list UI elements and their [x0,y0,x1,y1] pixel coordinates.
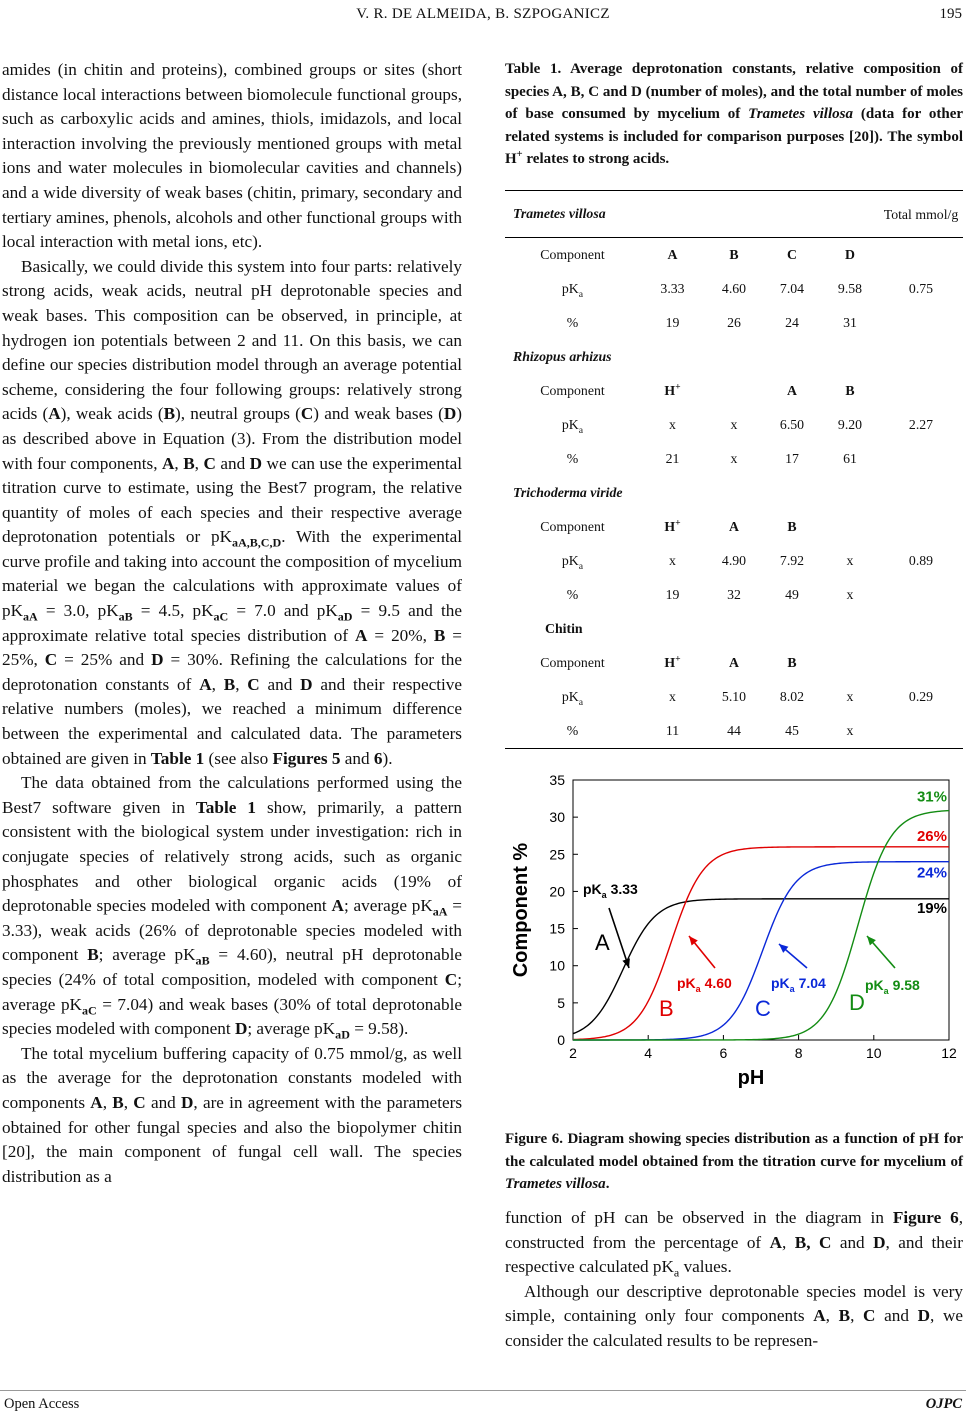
pka-cell: 9.58 [837,281,863,296]
y-tick-label: 30 [549,809,565,826]
y-tick-label: 15 [549,920,565,937]
row-label: Component [540,519,605,534]
component-cell: B [787,655,797,670]
figure-caption: Figure 6. Diagram showing species distribution as a function of pH for the calculated model obtained from the titration curve for mycelium of Trametes villosa. [505,1131,963,1192]
pct-cell: 61 [843,451,857,466]
pct-cell: 19 [665,587,680,602]
series-letter-d: D [849,990,865,1015]
table-caption: Table 1. Average deprotonation constants, relative composition of species A, B, C and D (number of moles), and the total number of moles of base consumed by mycelium of Trametes villosa (data for other related systems is included for comparison purposes [20]). The symbol H+ relates to strong acids. [505,61,964,167]
empty-cell [879,306,963,340]
table-row [505,374,963,408]
x-tick-label: 4 [644,1045,653,1061]
pka-cell: x [846,553,854,568]
y-tick-label: 35 [549,772,565,788]
group-name: Rhizopus arhizus [513,349,612,364]
empty-cell [879,442,963,476]
pct-cell: 17 [785,451,799,466]
component-cell: A [787,383,797,398]
empty-cell [879,238,963,273]
x-tick-label: 8 [794,1045,803,1061]
table-group-row [505,612,963,646]
x-tick-label: 10 [866,1045,882,1061]
total-cell: 0.89 [908,553,934,568]
empty-cell [879,646,963,680]
end-label-b: 26% [916,827,947,845]
pka-annotation-d: $pK_a$ 9.58 [865,977,920,996]
row-label: Component [540,247,605,262]
table-row [505,408,963,442]
pka-cell: 5.10 [721,689,747,704]
pka-cell: 3.33 [660,281,685,296]
pka-cell: x [730,417,738,432]
pka-cell: 9.20 [837,417,863,432]
paragraph-1: amides (in chitin and proteins), combined groups or sites (short distance local interactions between biomolecule functional groups, such as carboxylic acids and amines, thiols, imidazols, and local interaction involving the previously mentioned groups with metal ions and water molecules in biomolecular cavities and channels) and a wide diversity of weak bases (chitin, primary, secondary and tertiary amines, phenols, alcohols and other functional groups with local interaction with metal ions, etc). [2,60,462,252]
pct-cell: x [821,714,879,749]
pct-cell: x [846,587,854,602]
pka-cell: 7.04 [779,281,805,296]
pka-cell: 8.02 [779,689,805,704]
left-column [2,58,462,1189]
pct-cell: 49 [785,587,799,602]
table-row [505,578,963,612]
end-label-d: 31% [916,788,947,806]
pka-annotation-c: $pK_a$ 7.04 [771,975,826,994]
row-label: Component [540,655,605,670]
pct-cell: 19 [665,315,680,330]
end-label-c: 24% [916,864,947,882]
component-cell [821,646,879,680]
pka-cell: x [669,689,676,704]
empty-cell [879,578,963,612]
row-label: % [566,587,579,602]
paragraph-5: function of pH can be observed in the diagram in Figure 6, constructed from the percentage of A, B, C and D, and their respective calculated $pK_a$ values. [505,1208,963,1280]
table-row [505,714,963,749]
row-label: % [566,315,579,330]
component-cell [705,374,763,408]
x-axis-label: pH [737,1067,765,1089]
row-label: $pK_a$ [561,417,584,436]
component-cell: D [845,247,855,262]
table-row [505,442,963,476]
pka-cell: 6.50 [779,417,805,432]
group-name: Trichoderma viride [513,485,623,500]
table-row [505,510,963,544]
series-letter-c: C [755,996,771,1021]
pka-cell: 7.92 [779,553,805,568]
page-number: 195 [939,6,962,22]
table-row [505,680,963,714]
component-cell: C [787,247,797,262]
footer-rule [0,1390,966,1391]
pka-cell: x [669,553,676,568]
footer-open-access: Open Access [4,1396,80,1412]
pct-cell: 45 [763,714,821,749]
pka-cell: x [846,689,854,704]
pka-cell: x [669,417,676,432]
component-cell [821,510,879,544]
pka-annotation-b: $pK_a$ 4.60 [677,975,732,994]
species-distribution-chart [507,768,963,1120]
table-group-row [505,476,963,510]
pka-cell: 4.60 [721,281,747,296]
pka-annotation-a: $pK_a$ 3.33 [583,881,638,900]
paragraph-3: The data obtained from the calculations performed using the Best7 software given in Table 1 show, primarily, a pattern consistent with the biological system under investigation: rich in conjugate species of relatively strong acids, such as organic phosphates and other biological organic acids (19% of deprotonable species modeled with component A; average $pK_{aA} = 3.33$), weak acids (26% of deprotonable species modeled with component B; average $pK_{aB} = 4.60$), neutral pH deprotonable species (24% of total composition, modeled with component C; average $pK_{aC} = 7.04$) and weak bases (30% of total deprotonable species modeled with component D; average $pK_{aD} = 9.58$). [2,773,463,1042]
y-axis-label: Component % [510,842,532,978]
x-tick-label: 6 [719,1045,728,1061]
right-column-text [505,1206,963,1354]
table-group-row [505,340,963,374]
x-tick-label: 2 [569,1045,577,1061]
component-cell: A [729,519,739,534]
y-tick-label: 25 [549,846,565,863]
table-1 [505,190,963,749]
row-label: % [505,714,640,749]
pct-cell: x [730,451,738,466]
row-label: $pK_a$ [561,553,584,572]
page-header [0,6,966,28]
empty-cell [879,374,963,408]
component-cell: A [729,655,739,670]
pct-cell: 31 [843,315,857,330]
component-cell: A [667,247,678,262]
row-label: $pK_a$ [561,689,584,708]
component-cell: B [729,247,739,262]
table-row [505,238,963,273]
x-tick-label: 12 [941,1045,957,1061]
component-cell: H+ [664,653,681,670]
paragraph-4: The total mycelium buffering capacity of 0.75 mmol/g, as well as the average for the deprotonation constants modeled with components A, B, C and D, are in agreement with the parameters obtained for other fungal species and also the biopolymer chitin [20], the main component of fungal cell wall. The species distribution as a [2,1043,463,1186]
component-cell: H+ [664,517,681,534]
pct-cell: 21 [665,451,680,466]
arrow-head-a [622,958,630,968]
y-tick-label: 5 [557,994,565,1011]
pct-cell: 26 [727,315,741,330]
pct-cell: 11 [640,714,705,749]
total-cell: 0.75 [908,281,934,296]
figure-6-chart [507,768,963,1120]
paragraph-6: Although our descriptive deprotonable species model is very simple, containing only four components A, B, C and D, we consider the calculated results to be represen- [505,1281,963,1350]
pct-cell: 24 [785,315,799,330]
series-letter-a: A [595,930,610,955]
empty-cell [879,510,963,544]
row-label: % [566,451,579,466]
component-cell: H+ [664,381,681,398]
table-row [505,272,963,306]
pct-cell: 44 [705,714,763,749]
running-title: V. R. DE ALMEIDA, B. SZPOGANICZ [356,6,610,22]
table-row [505,544,963,578]
end-label-a: 19% [916,899,947,917]
table-group-row [505,191,963,238]
group-name: Chitin [545,621,583,636]
pka-cell: 4.90 [721,553,747,568]
row-label: Component [540,383,605,398]
total-header: Total mmol/g [879,191,963,238]
empty-cell [879,714,963,749]
paragraph-2: Basically, we could divide this system into four parts: relatively strong acids, weak acids, neutral pH deprotonable species and weak bases. This composition can be observed, in principle, at hydrogen ion potentials between 2 and 11. On this basis, we can define our species distribution model through an average potential scheme, considering the four following groups: relatively strong acids (A), weak acids (B), neutral groups (C) and weak bases (D) as described above in Equation (3). From the distribution model with four components, A, B, C and D we can use the experimental titration curve to estimate, using the Best7 program, the relative quantity of moles of each species and their respective average deprotonation potentials or $pK_{aA,B,C,D}$. With the experimental curve profile and taking into account the composition of mycelium material we began the calculations with approximate values of $pK_{aA} = 3.0$, $pK_{aB} = 4.5$, $pK_{aC} = 7.0$ and $pK_{aD} = 9.5$ and the approximate relative total species distribution of A = 20%, B = 25%, C = 25% and D = 30%. Refining the calculations for the deprotonation constants of A, B, C and D and their respective relative numbers (moles), we reached a minimum difference between the experimental and calculated data. The parameters obtained are given in Table 1 (see also Figures 5 and 6). [2,256,463,768]
pct-cell: 32 [727,587,741,602]
total-cell: 2.27 [908,417,934,432]
series-letter-b: B [659,996,674,1021]
arrow-shaft-a [609,908,629,968]
component-cell: B [845,383,855,398]
footer-journal: OJPC [925,1396,962,1412]
y-tick-label: 10 [549,957,565,974]
group-name: Trametes villosa [505,191,879,238]
table-row [505,646,963,680]
y-tick-label: 0 [557,1032,565,1048]
row-label: $pK_a$ [561,281,584,300]
total-cell: 0.29 [908,689,934,704]
component-cell: B [787,519,797,534]
y-tick-label: 20 [549,883,565,900]
table-row [505,306,963,340]
